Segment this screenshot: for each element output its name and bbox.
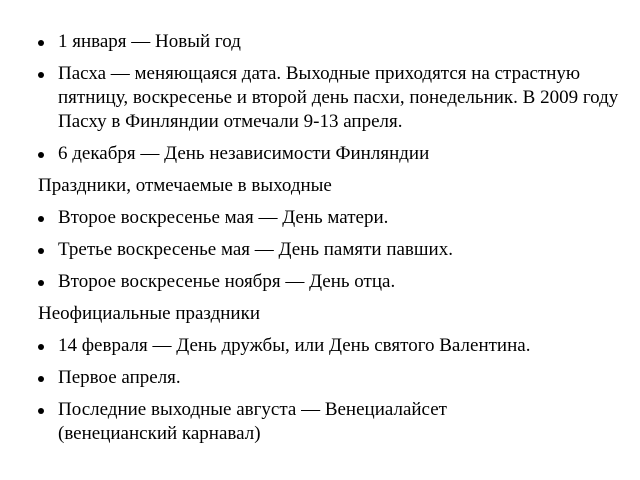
list-item-text: Второе воскресенье мая — День матери.: [58, 207, 389, 228]
bullet-icon: [38, 280, 44, 286]
list-item-text: 14 февраля — День дружбы, или День святого Валентина.: [58, 335, 531, 356]
list-item: [38, 62, 622, 134]
unofficial-holidays-heading: Неофициальные праздники: [38, 303, 260, 324]
list-item-text: Третье воскресенье мая — День памяти павших.: [58, 239, 453, 260]
list-item-text: Первое апреля.: [58, 367, 181, 388]
weekend-holidays-list: [38, 206, 622, 294]
list-item: [38, 270, 622, 294]
bullet-icon: [38, 72, 44, 78]
bullet-icon: [38, 216, 44, 222]
list-item-text: Пасха — меняющаяся дата. Выходные приходятся на страстную пятницу, воскресенье и второй день пасхи, понедельник. В 2009 году Пасху в Финляндии отмечали 9-13 апреля.: [58, 63, 619, 132]
list-item: [38, 206, 622, 230]
list-item-text: Последние выходные августа — Венециалайсет (венецианский карнавал): [58, 399, 447, 444]
weekend-holidays-heading: Праздники, отмечаемые в выходные: [38, 175, 332, 196]
unofficial-holidays-list: [38, 334, 622, 446]
bullet-icon: [38, 40, 44, 46]
list-item: [38, 142, 622, 166]
bullet-icon: [38, 248, 44, 254]
list-item: [38, 30, 622, 54]
list-item-text: 6 декабря — День независимости Финляндии: [58, 143, 430, 164]
list-item-text: Второе воскресенье ноября — День отца.: [58, 271, 396, 292]
bullet-icon: [38, 344, 44, 350]
official-holidays-list: [38, 30, 622, 166]
list-item: [38, 334, 622, 358]
list-item: [38, 366, 622, 390]
list-item: [38, 398, 447, 446]
bullet-icon: [38, 408, 44, 414]
bullet-icon: [38, 152, 44, 158]
list-item-text: 1 января — Новый год: [58, 31, 241, 52]
list-item: [38, 238, 622, 262]
bullet-icon: [38, 376, 44, 382]
